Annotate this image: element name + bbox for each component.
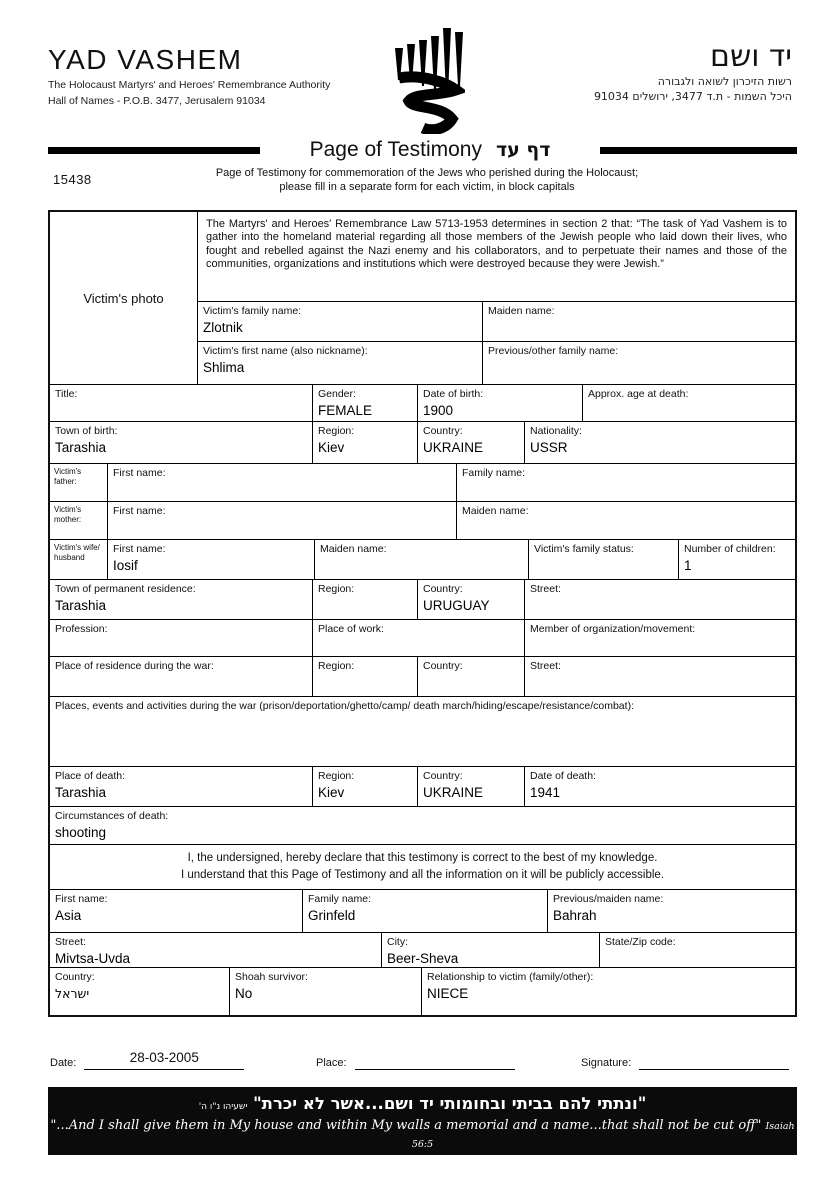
field-label: First name: (113, 467, 166, 479)
field-label: Number of children: (684, 543, 776, 555)
field-label: Approx. age at death: (588, 388, 689, 400)
form-serial-number: 15438 (53, 172, 92, 187)
signature-row (48, 1044, 797, 1070)
field-label: Circumstances of death: (55, 810, 169, 822)
signature-group (581, 1050, 789, 1070)
date-group (50, 1050, 244, 1070)
field-label: Victim's first name (also nickname): (203, 345, 368, 358)
field-label: Family name: (462, 467, 526, 479)
org-subtitle-line2: Hall of Names - P.O.B. 3477, Jerusalem 91034 (48, 95, 266, 107)
field-label: Gender: (318, 388, 356, 400)
signature-value-line (639, 1050, 789, 1070)
submitter-first-name-field (50, 890, 303, 932)
title-rule-left (48, 147, 260, 154)
residence-region-field (313, 580, 418, 619)
mother-row-label: Victim's mother: (50, 502, 108, 539)
field-label: Region: (318, 425, 355, 437)
shoah-survivor-field (230, 968, 422, 1015)
field-value: UKRAINE (423, 785, 484, 800)
field-value: Kiev (318, 440, 345, 455)
field-label: Place of work: (318, 623, 384, 635)
quote-hebrew (48, 1094, 797, 1117)
org-identity-he (594, 40, 792, 104)
field-value: 1900 (423, 403, 454, 418)
field-label: Previous/maiden name: (553, 893, 664, 905)
death-country-field (418, 767, 525, 806)
field-label: Street: (55, 936, 86, 948)
field-label: Street: (530, 583, 561, 595)
war-residence-field (50, 657, 313, 696)
profession-field (50, 620, 313, 656)
submitter-state-zip-field (600, 933, 795, 967)
circumstances-of-death-field (50, 807, 795, 844)
field-value: Kiev (318, 785, 345, 800)
quote-english-text: "...And I shall give them in My house and within My walls a memorial and a name...that shall not be cut off" (50, 1118, 762, 1133)
permanent-residence-field (50, 580, 313, 619)
submitter-street-field (50, 933, 382, 967)
org-subtitle-hebrew-line2: היכל השמות - ת.ד 3477, ירושלים 91034 (593, 90, 792, 103)
org-subtitle-line1: The Holocaust Martyrs' and Heroes' Remembrance Authority (48, 79, 331, 91)
place-of-work-field (313, 620, 525, 656)
field-label: Region: (318, 583, 355, 595)
date-label: Date: (50, 1057, 77, 1069)
field-label: Town of permanent residence: (55, 583, 196, 595)
field-label: Town of birth: (55, 425, 118, 437)
victim-previous-family-name-field (483, 342, 795, 384)
field-label: Profession: (55, 623, 108, 635)
father-family-name-field (457, 464, 795, 501)
field-value: Tarashia (55, 785, 107, 800)
field-value: Asia (55, 908, 82, 923)
place-label: Place: (316, 1057, 347, 1069)
scripture-quote-banner (48, 1087, 797, 1155)
field-value: No (235, 986, 253, 1001)
relationship-to-victim-field (422, 968, 795, 1015)
field-value: Zlotnik (203, 319, 243, 335)
spouse-maiden-name-field (315, 540, 529, 579)
field-label: Region: (318, 660, 355, 672)
place-group (316, 1050, 515, 1070)
field-label: Country: (423, 660, 463, 672)
page-title-hebrew: דף עד (495, 139, 551, 161)
field-label: Previous/other family name: (488, 345, 619, 358)
testimony-form-table (48, 210, 797, 1017)
war-street-field (525, 657, 795, 696)
birth-country-field (418, 422, 525, 463)
nationality-field (525, 422, 795, 463)
war-region-field (313, 657, 418, 696)
quote-hebrew-reference: ישעיהו נ"ו ה' (198, 1102, 248, 1112)
title-rule-right (600, 147, 797, 154)
instruction-line-1: Page of Testimony for commemoration of the Jews who perished during the Holocaust; (215, 167, 639, 179)
father-row-label: Victim's father: (50, 464, 108, 501)
declaration-line-2: I understand that this Page of Testimony and all the information on it will be publicly accessible. (180, 869, 665, 881)
date-value-line: 28-03-2005 (84, 1050, 244, 1070)
residence-country-field (418, 580, 525, 619)
declaration-statement (50, 845, 795, 889)
mother-first-name-field (108, 502, 457, 539)
field-value: Shlima (203, 360, 245, 376)
field-value: Tarashia (55, 598, 107, 613)
field-label: Victim's family status: (534, 543, 634, 555)
field-label: Place of residence during the war: (55, 660, 214, 672)
age-at-death-field (583, 385, 795, 421)
field-label: Country: (423, 425, 463, 437)
field-label: Maiden name: (462, 505, 529, 517)
father-first-name-field (108, 464, 457, 501)
field-value: 1 (684, 558, 692, 573)
field-label: Relationship to victim (family/other): (427, 971, 594, 983)
number-of-children-field (679, 540, 795, 579)
field-label: Country: (423, 583, 463, 595)
submitter-city-field (382, 933, 600, 967)
organization-field (525, 620, 795, 656)
death-region-field (313, 767, 418, 806)
place-value-line (355, 1050, 515, 1070)
gender-field (313, 385, 418, 421)
date-of-death-field (525, 767, 795, 806)
field-value: ישראל (55, 986, 90, 1001)
field-label: Victim's family name: (203, 304, 302, 317)
quote-english (48, 1117, 797, 1153)
field-value: FEMALE (318, 403, 373, 418)
field-label: First name: (113, 543, 166, 555)
family-status-field (529, 540, 679, 579)
field-value: Iosif (113, 558, 138, 573)
submitter-country-field (50, 968, 230, 1015)
field-label: First name: (55, 893, 108, 905)
war-country-field (418, 657, 525, 696)
submitter-family-name-field (303, 890, 548, 932)
declaration-line-1: I, the undersigned, hereby declare that this testimony is correct to the best of my knowledge. (187, 852, 658, 864)
field-value: Tarashia (55, 440, 107, 455)
yad-vashem-menorah-icon (393, 26, 465, 139)
field-label: Title: (55, 388, 78, 400)
field-label: Member of organization/movement: (530, 623, 696, 635)
field-value: NIECE (427, 986, 469, 1001)
org-name-hebrew: יד ושם (710, 39, 792, 74)
field-value: Mivtsa-Uvda (55, 951, 131, 966)
field-label: Country: (55, 971, 95, 983)
field-value: shooting (55, 825, 107, 840)
field-label: Country: (423, 770, 463, 782)
submitter-previous-maiden-name-field (548, 890, 795, 932)
instruction-line-2: please fill in a separate form for each victim, in block capitals (279, 180, 575, 193)
remembrance-law-text: The Martyrs' and Heroes' Remembrance Law 5713-1953 determines in section 2 that: “The task of Yad Vashem is to gather into the homeland material regarding all those members of the Jewish people who laid down their lives, who fought and rebelled against the Nazi enemy and his collaborators, and to perpetuate their names and those of the communities, organizations and institutions which were destroyed because they were Jewish.” (198, 212, 795, 302)
org-name: YAD VASHEM (48, 44, 243, 75)
residence-street-field (525, 580, 795, 619)
quote-hebrew-text: "ונתתי להם בביתי ובחומותי יד ושם...אשר לא יכרת" (253, 1094, 647, 1113)
town-of-birth-field (50, 422, 313, 463)
field-label: Family name: (308, 893, 372, 905)
field-value: URUGUAY (423, 598, 490, 613)
document-title-row (48, 138, 797, 162)
field-label: Date of death: (530, 770, 596, 782)
quote-english-reference: Isaiah 56:5 (411, 1121, 795, 1150)
field-label: Date of birth: (423, 388, 484, 400)
field-label: City: (387, 936, 408, 948)
victim-family-name-field (198, 302, 483, 342)
field-label: Maiden name: (320, 543, 387, 555)
field-value: Beer-Sheva (387, 951, 459, 966)
victim-photo-placeholder: Victim's photo (50, 212, 198, 384)
birth-region-field (313, 422, 418, 463)
victim-first-name-field (198, 342, 483, 384)
field-label: Places, events and activities during the war (prison/deportation/ghetto/camp/ death march/hiding/escape/resistance/combat): (55, 700, 634, 712)
form-instructions (127, 167, 727, 194)
war-events-field (50, 697, 795, 766)
signature-label: Signature: (581, 1057, 632, 1069)
field-label: Place of death: (55, 770, 126, 782)
victim-title-field (50, 385, 313, 421)
mother-maiden-name-field (457, 502, 795, 539)
victim-maiden-name-field (483, 302, 795, 342)
page-title: Page of Testimony (309, 138, 482, 161)
spouse-row-label: Victim's wife/ husband (50, 540, 108, 579)
org-subtitle-hebrew-line1: רשות הזיכרון לשואה ולגבורה (657, 75, 792, 88)
field-value: UKRAINE (423, 440, 484, 455)
field-value: Bahrah (553, 908, 597, 923)
field-value: 1941 (530, 785, 561, 800)
org-identity-en (48, 44, 330, 108)
place-of-death-field (50, 767, 313, 806)
field-value: Grinfeld (308, 908, 356, 923)
field-label: First name: (113, 505, 166, 517)
field-label: State/Zip code: (605, 936, 676, 948)
field-label: Shoah survivor: (235, 971, 308, 983)
date-of-birth-field (418, 385, 583, 421)
spouse-first-name-field (108, 540, 315, 579)
field-label: Nationality: (530, 425, 582, 437)
field-value: USSR (530, 440, 568, 455)
field-label: Region: (318, 770, 355, 782)
field-label: Maiden name: (488, 304, 555, 317)
field-label: Street: (530, 660, 561, 672)
